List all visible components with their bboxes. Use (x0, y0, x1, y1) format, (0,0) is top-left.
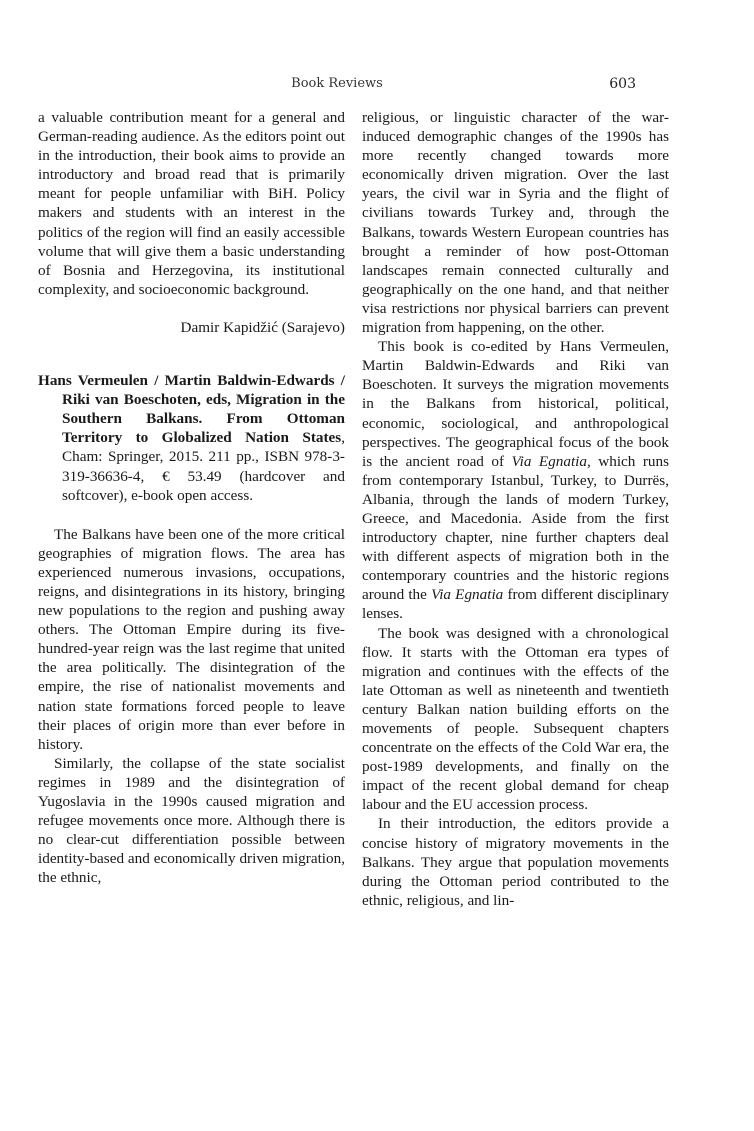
text-run: from different disciplinary lenses. (362, 586, 669, 623)
italic-term: Via Egnatia (431, 586, 504, 604)
page-number: 603 (609, 76, 636, 92)
book-review-heading (38, 371, 345, 505)
running-head: Book Reviews (291, 76, 383, 91)
book-citation-details: , Cham: Springer, 2015. 211 pp., ISBN 978-3-319-36636-4, € 53.49 (hardcover and softcover), e-book open access. (62, 429, 345, 504)
text-run: , which runs from contemporary Istanbul, Turkey, to Durrës, Albania, through the lands of modern Turkey, Greece, and Macedonia. Aside from the first introductory chapter, nine further chapters deal with different aspects of migration both in the contemporary countries and the historic regions around the (362, 452, 669, 604)
review-paragraph: religious, or linguistic character of the war-induced demographic changes of the 1990s has more recently changed towards more economically driven migration. Over the last years, the civil war in Syria and the flight of civilians towards Turkey and, through the Balkans, towards Western European countries has brought a reminder of how post-Ottoman landscapes remain connected culturally and geographically on the one hand, and that neither visa restrictions nor physical barriers can prevent migration from happening, on the other. (362, 109, 669, 337)
review-paragraph (362, 337, 669, 623)
review-paragraph: The book was designed with a chronological flow. It starts with the Ottoman era types of migration and continues with the effects of the late Ottoman as well as nineteenth and twentieth century Balkan nation building efforts on the movements of people. Subsequent chapters concentrate on the effects of the Cold War era, the post-1989 developments, and finally on the impact of the recent global demand for cheap labour and the EU accession process. (362, 624, 669, 814)
review-paragraph: Similarly, the collapse of the state socialist regimes in 1989 and the disintegration of Yugoslavia in the 1990s caused migration and refugee movements once more. Although there is no clear-cut differentiation possible between identity-based and economically driven migration, the ethnic, (38, 754, 345, 887)
page-header (38, 76, 636, 96)
left-column (38, 108, 345, 887)
text-run: This book is co-edited by Hans Vermeulen, Martin Baldwin-Edwards and Riki van Boeschoten. It surveys the migration movements in the Balkans from historical, political, economic, sociological, and anthropological perspectives. The geographical focus of the book is the ancient road of (362, 338, 669, 470)
right-column (362, 108, 669, 910)
review-paragraph: In their introduction, the editors provide a concise history of migratory movements in the Balkans. They argue that population movements during the Ottoman period contributed to the ethnic, religious, and lin- (362, 815, 669, 909)
paragraph-continued: a valuable contribution meant for a general and German-reading audience. As the editors point out in the introduction, their book aims to provide an introductory and broad read that is primarily meant for people unfamiliar with BiH. Policy makers and students with an interest in the politics of the region will find an easily accessible volume that will give them a basic understanding of Bosnia and Herzegovina, its institutional complexity, and socioeconomic background. (38, 109, 345, 298)
italic-term: Via Egnatia (511, 452, 587, 470)
reviewer-signature: Damir Kapidžić (Sarajevo) (180, 318, 345, 336)
review-paragraph: The Balkans have been one of the more critical geographies of migration flows. The area has experienced numerous invasions, occupations, reigns, and disintegrations in its history, bringing new populations to the region and pushing away others. The Ottoman Empire during its five-hundred-year reign was the last regime that united the area politically. The disintegration of the empire, the rise of nationalist movements and nation state formations forced people to leave their places of origin more than ever before in history. (38, 525, 345, 753)
book-citation-title: Hans Vermeulen / Martin Baldwin-Edwards / Riki van Boeschoten, eds, Migration in the Southern Balkans. From Ottoman Territory to Globalized Nation States (38, 372, 345, 447)
